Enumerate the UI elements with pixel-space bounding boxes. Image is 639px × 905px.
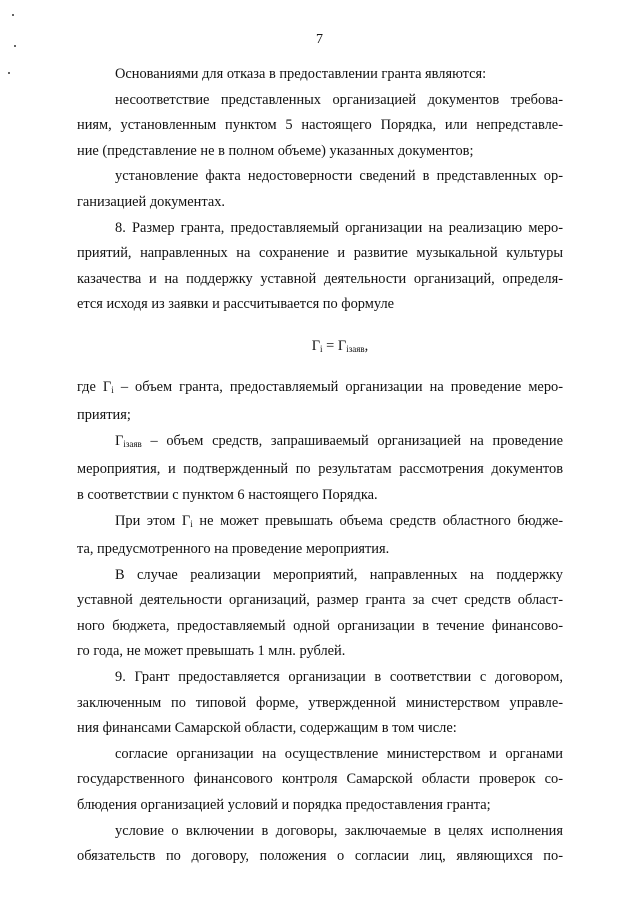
text-line: ется исходя из заявки и рассчитывается по формуле — [77, 296, 395, 313]
text-line: заключенным по типовой форме, утвержденной министерством управле- — [77, 694, 563, 711]
text-fragment: Г — [115, 432, 124, 449]
grant-formula — [117, 334, 563, 363]
text-line: блюдения организацией условий и порядка предоставления гранта; — [77, 797, 491, 814]
text-line: казачества и на поддержку уставной деятельности организаций, определя- — [77, 270, 563, 287]
text-fragment: – объем гранта, предоставляемый организации на проведение меро- — [113, 378, 564, 395]
text-line — [77, 509, 563, 538]
formula-comma: , — [364, 337, 369, 354]
text-line: условие о включении в договоры, заключаемые в целях исполнения — [115, 822, 563, 839]
text-fragment: где Г — [77, 378, 112, 395]
page-number: 7 — [316, 32, 323, 47]
text-line: установление факта недостоверности сведений в представленных ор- — [115, 168, 563, 185]
text-line: мероприятия, и подтвержденный по результатам рассмотрения документов — [77, 461, 563, 478]
text-line: уставной деятельности организаций, размер гранта за счет средств област- — [77, 592, 563, 609]
subscript: i — [111, 384, 114, 395]
text-line: ниям, установленным пунктом 5 настоящего Порядка, или непредставле- — [77, 117, 563, 134]
formula-subscript: iзаяв — [346, 343, 365, 354]
formula-equals: = Г — [322, 337, 347, 354]
text-line: согласие организации на осуществление министерством и органами — [115, 745, 563, 762]
text-line: ния финансами Самарской области, содержащим в том числе: — [77, 720, 457, 737]
text-line: приятия; — [77, 407, 131, 424]
text-line: Основаниями для отказа в предоставлении гранта являются: — [115, 66, 487, 82]
text-line: ного бюджета, предоставляемый одной организации в течение финансово- — [77, 617, 563, 634]
text-line: ганизацией документах. — [77, 193, 226, 210]
text-line: го года, не может превышать 1 млн. рублей. — [77, 643, 346, 660]
text-line: обязательств по договору, положения о согласии лиц, являющихся по- — [77, 848, 563, 865]
scan-speck — [12, 14, 14, 16]
document-body — [77, 62, 563, 870]
text-line: приятий, направленных на сохранение и развитие музыкальной культуры — [77, 245, 563, 262]
text-line: государственного финансового контроля Самарской области проверок со- — [77, 771, 563, 788]
subscript: iзаяв — [123, 438, 142, 449]
text-line: ние (представление не в полном объеме) указанных документов; — [77, 142, 474, 159]
text-line — [77, 375, 563, 404]
formula-symbol: Г — [311, 337, 321, 354]
text-line: 8. Размер гранта, предоставляемый организации на реализацию меро- — [115, 219, 563, 236]
text-line: та, предусмотренного на проведение мероприятия. — [77, 541, 390, 558]
text-line: В случае реализации мероприятий, направленных на поддержку — [115, 566, 563, 583]
text-line — [77, 429, 563, 458]
formula-subscript: i — [320, 343, 323, 354]
subscript: i — [190, 518, 193, 529]
text-line: 9. Грант предоставляется организации в соответствии с договором, — [115, 669, 563, 686]
text-fragment: – объем средств, запрашиваемый организацией на проведение — [141, 432, 563, 449]
text-line: несоответствие представленных организацией документов требова- — [115, 91, 563, 108]
text-fragment: При этом Г — [115, 512, 191, 529]
text-fragment: не может превышать объема средств областного бюдже- — [192, 512, 564, 529]
scan-speck — [8, 72, 10, 74]
text-line: в соответствии с пунктом 6 настоящего Порядка. — [77, 486, 378, 503]
